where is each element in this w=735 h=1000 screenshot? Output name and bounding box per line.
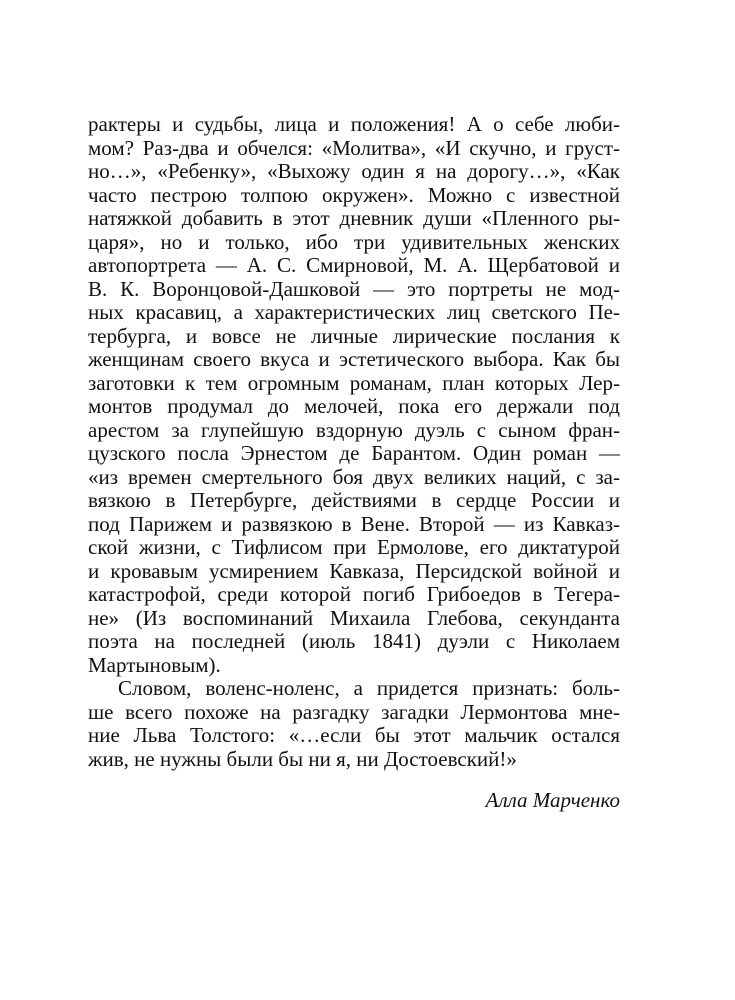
text-line: под Парижем и развязкою в Вене. Второй — из Кавказ- <box>88 511 620 536</box>
text-line: не» (Из воспоминаний Михаила Глебова, секунданта <box>88 605 620 630</box>
text-line: тербурга, и вовсе не личные лирические послания к <box>88 323 620 348</box>
text-line: автопортрета — А. С. Смирновой, М. А. Щербатовой и <box>88 253 620 277</box>
text-line: цузского посла Эрнестом де Барантом. Один роман — <box>88 441 620 465</box>
text-line: монтов продумал до мелочей, пока его держали под <box>88 394 620 418</box>
text-line: поэта на последней (июль 1841) дуэли с Николаем <box>88 629 620 653</box>
text-line: вязкою в Петербурге, действиями в сердце России и <box>88 488 620 512</box>
text-line: Словом, воленс-ноленс, а придется признать: боль- <box>118 676 620 700</box>
text-line: часто пестрою толпою окружен». Можно с известной <box>88 182 620 207</box>
text-line: жив, не нужны были бы ни я, ни Достоевский!» <box>88 746 517 771</box>
paragraph-2 <box>88 677 620 771</box>
text-line: В. К. Воронцовой-Дашковой — это портреты не мод- <box>88 276 620 301</box>
document-page <box>88 113 620 812</box>
text-line: заготовки к тем огромным романам, план которых Лер- <box>88 370 620 395</box>
text-line: ных красавиц, а характеристических лиц светского Пе- <box>88 300 620 324</box>
text-line: ше всего похоже на разгадку загадки Лермонтова мне- <box>88 699 620 724</box>
text-line: арестом за глупейшую вздорную дуэль с сыном фран- <box>88 417 620 442</box>
text-line: рактеры и судьбы, лица и положения! А о себе люби- <box>88 112 620 136</box>
text-line: катастрофой, среди которой погиб Грибоедов в Тегера- <box>88 582 620 606</box>
text-line: женщинам своего вкуса и эстетического выбора. Как бы <box>88 347 620 371</box>
text-line: царя», но и только, ибо три удивительных женских <box>88 229 620 254</box>
paragraph-1 <box>88 113 620 677</box>
text-line: мом? Раз-два и обчелся: «Молитва», «И скучно, и груст- <box>88 135 620 160</box>
text-line: но…», «Ребенку», «Выхожу один я на дорогу…», «Как <box>88 159 620 183</box>
text-line: ние Льва Толстого: «…если бы этот мальчик остался <box>88 723 620 747</box>
text-line: ской жизни, с Тифлисом при Ермолове, его диктатурой <box>88 535 620 559</box>
author-signature: Алла Марченко <box>485 788 620 812</box>
text-line: «из времен смертельного боя двух великих наций, с за- <box>88 464 620 489</box>
text-line: и кровавым усмирением Кавказа, Персидской войной и <box>88 558 620 583</box>
text-line: Мартыновым). <box>88 652 221 677</box>
text-line: натяжкой добавить в этот дневник души «Пленного ры- <box>88 206 620 230</box>
